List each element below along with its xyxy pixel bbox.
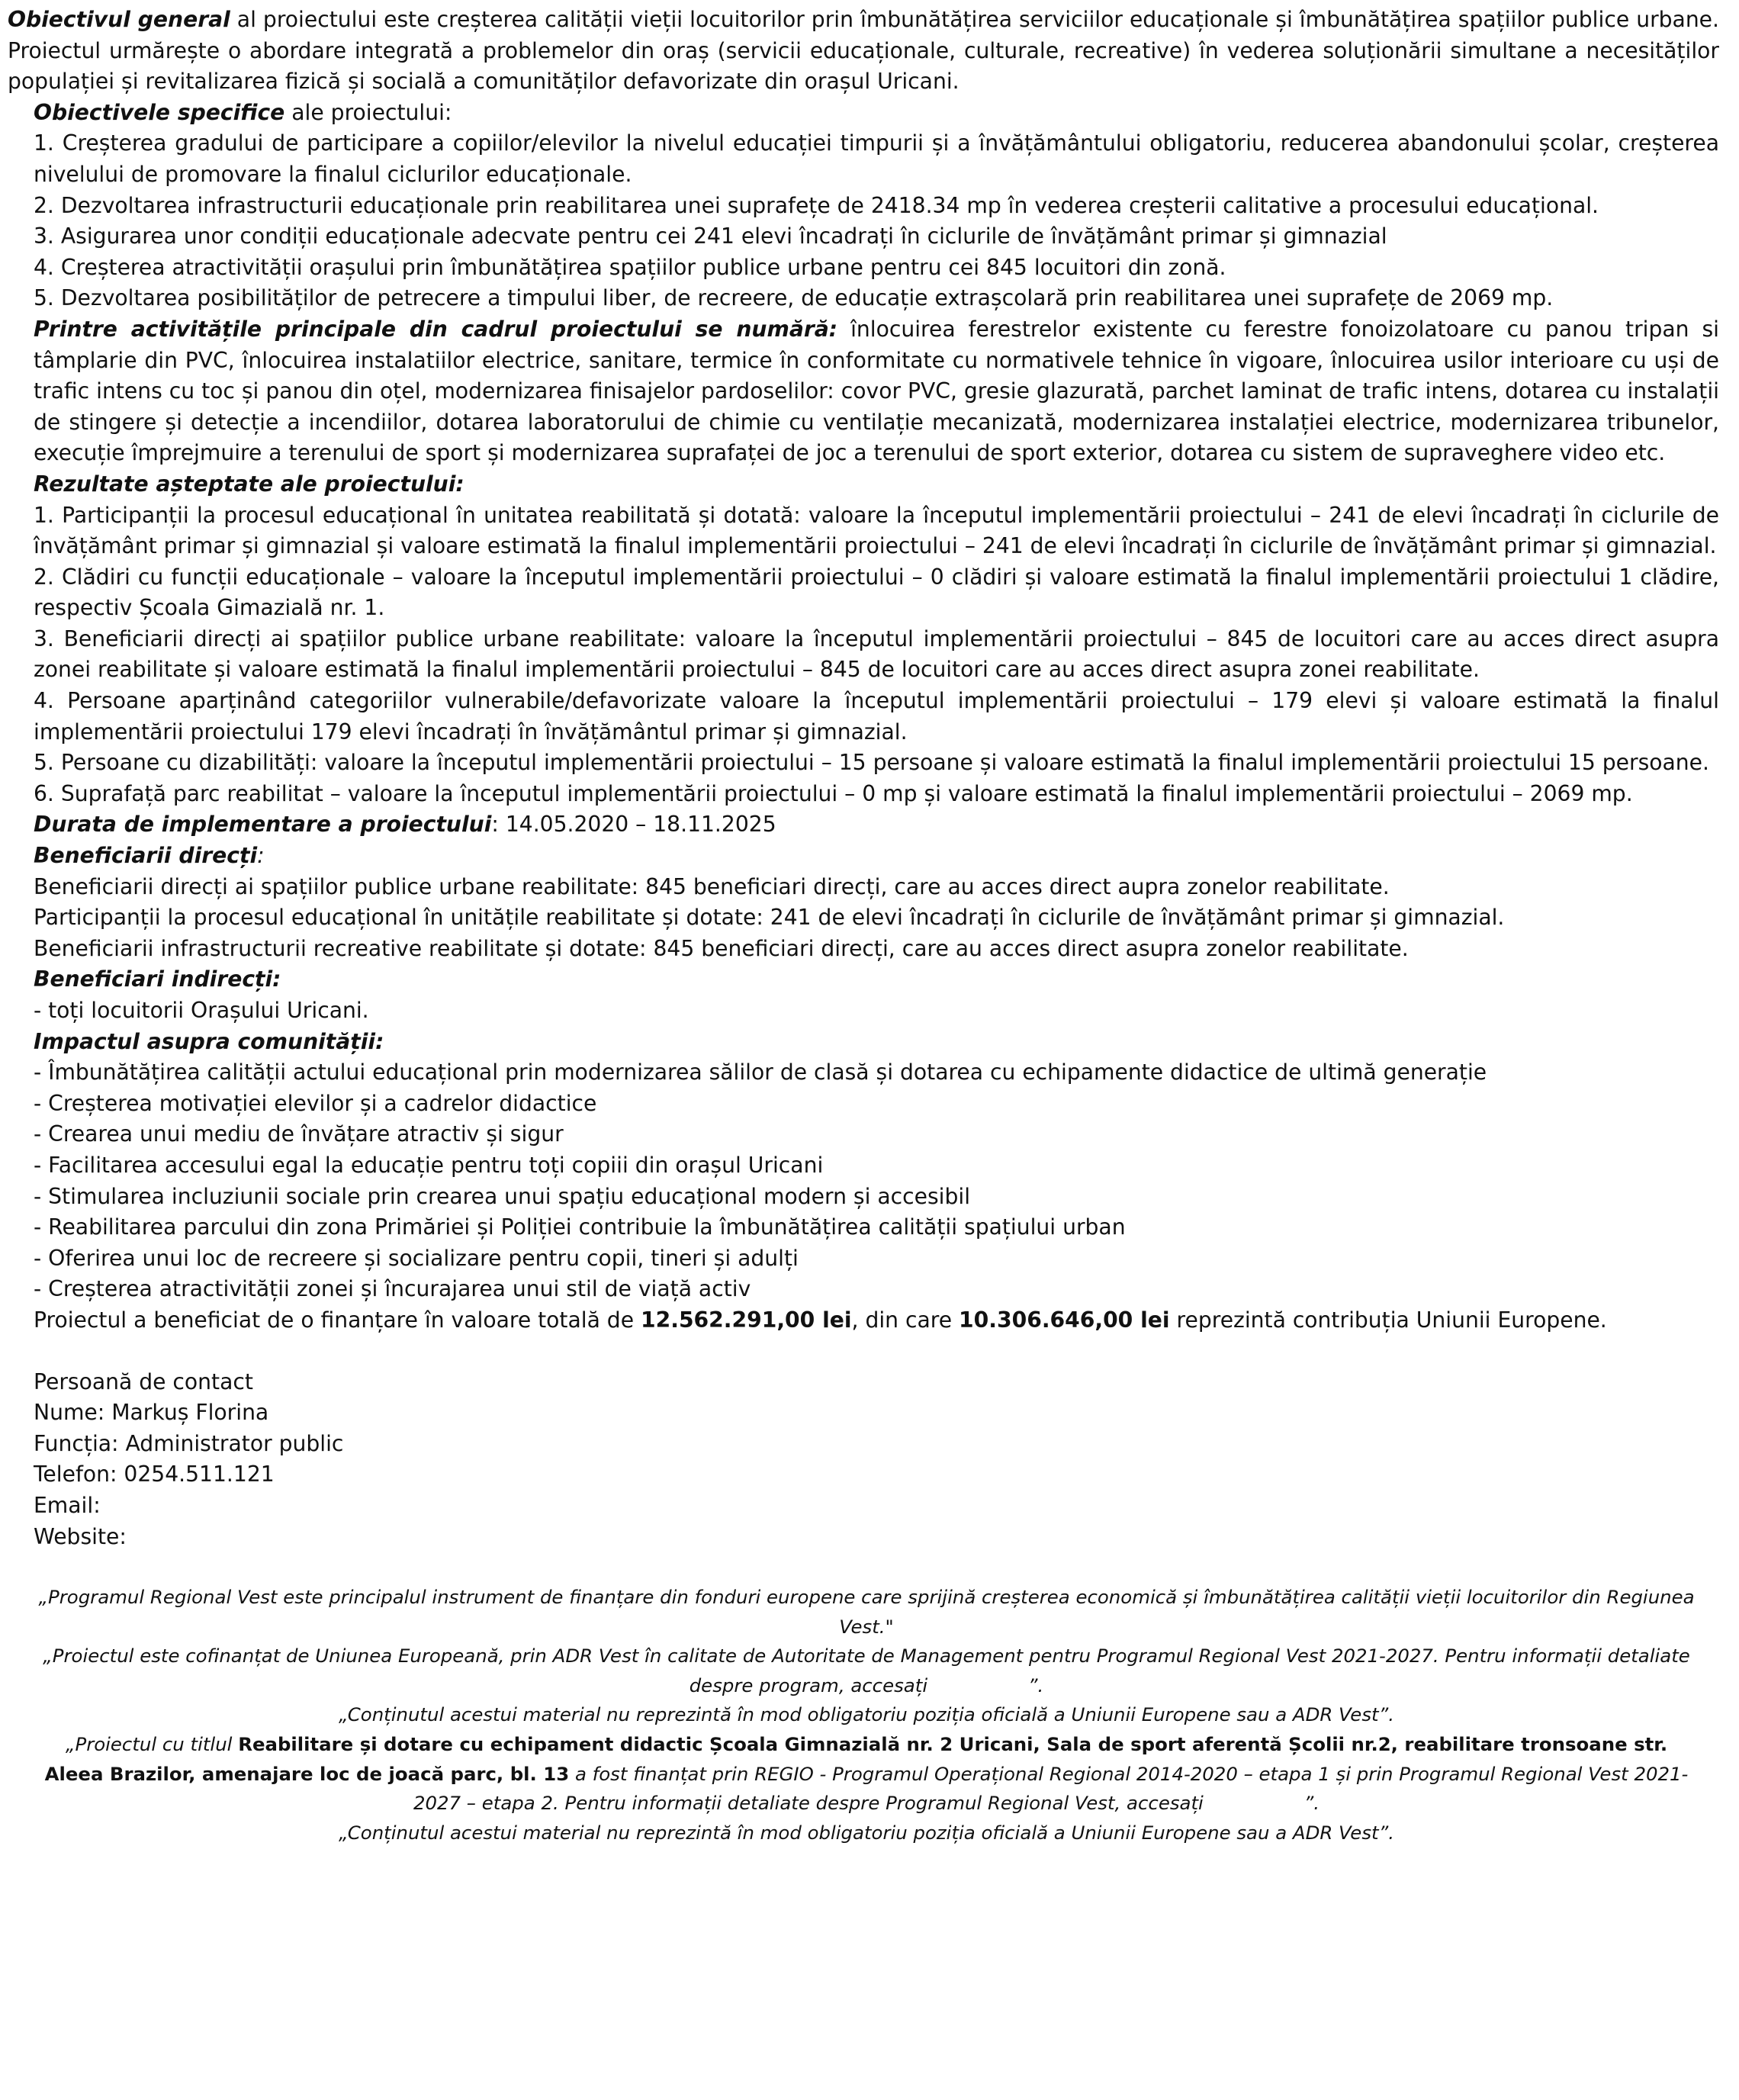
specific-objective-item: 2. Dezvoltarea infrastructurii educaționale prin reabilitarea unei suprafețe de 2418.34 mp în vederea creșterii calitative a procesului educațional. [34, 192, 1599, 218]
footer-disclaimer [8, 1583, 1719, 1848]
funding-paragraph [8, 1305, 1719, 1336]
spacer [8, 1336, 1719, 1367]
direct-beneficiary-item: Participanții la procesul educațional în unitățile reabilitate și dotate: 241 de elevi încadrați în ciclurile de învățământ primar și gimnazial. [34, 905, 1505, 931]
impact-heading: Impactul asupra comunității: [34, 1028, 384, 1054]
direct-beneficiaries-label: Beneficiarii direcți [34, 843, 258, 869]
contact-website: Website: [34, 1523, 127, 1549]
specific-objective-item: 1. Creșterea gradului de participare a copiilor/elevilor la nivelul educației timpurii și a învățământului obligatoriu, reducerea abandonului școlar, creșterea nivelului de promovare la finalul ciclurilor educaționale. [34, 130, 1719, 187]
impact-item: - Reabilitarea parcului din zona Primăriei și Poliției contribuie la îmbunătățirea calității spațiului urban [34, 1214, 1126, 1240]
direct-beneficiary-item: Beneficiarii direcți ai spațiilor publice urbane reabilitate: 845 beneficiari direcți, care au acces direct aupra zonelor reabilitate. [34, 873, 1390, 899]
footer-line: „Programul Regional Vest este principalul instrument de finanțare din fonduri europene care sprijină creșterea economică și îmbunătățirea calității vieții locuitorilor din Regiunea Vest." [38, 1586, 1695, 1638]
specific-objectives-suffix: ale proiectului: [284, 99, 452, 125]
impact-item: - Creșterea atractivității zonei și încurajarea unui stil de viață activ [34, 1276, 751, 1302]
footer-line: „Conținutul acestui material nu reprezintă în mod obligatoriu poziția oficială a Uniunii Europene sau a ADR Vest”. [339, 1703, 1394, 1726]
activities-label: Printre activitățile principale din cadrul proiectului se numără: [34, 316, 838, 342]
direct-beneficiaries-colon: : [257, 843, 265, 869]
general-objective-label: Obiectivul general [8, 7, 230, 32]
impact-item: - Îmbunătățirea calității actului educațional prin modernizarea sălilor de clasă și dotarea cu echipamente didactice de ultimă generație [34, 1060, 1487, 1085]
results-heading: Rezultate așteptate ale proiectului: [34, 471, 464, 497]
funding-prefix: Proiectul a beneficiat de o finanțare în valoare totală de [34, 1307, 641, 1333]
footer-project-suffix: a fost finanțat prin REGIO - Programul Operațional Regional 2014-2020 – etapa 1 și prin Programul Regional Vest 2021-2027 – etapa 2. Pentru informații detaliate despre Programul Regional Vest, accesați ”. [413, 1762, 1689, 1815]
result-item: 5. Persoane cu dizabilități: valoare la începutul implementării proiectului – 15 persoane și valoare estimată la finalul implementării proiectului 15 persoane. [34, 750, 1709, 776]
contact-role: Funcția: Administrator public [34, 1430, 344, 1456]
result-item: 3. Beneficiarii direcți ai spațiilor publice urbane reabilitate: valoare la începutul implementării proiectului – 845 de locuitori care au acces direct asupra zonei reabilitate și valoare estimată la finalul implementării proiectului – 845 de locuitori care au acces direct asupra zonei reabilitate. [34, 625, 1719, 683]
impact-item: - Stimularea incluziunii sociale prin crearea unui spațiu educațional modern și accesibil [34, 1183, 971, 1209]
result-item: 1. Participanții la procesul educațional în unitatea reabilitată și dotată: valoare la începutul implementării proiectului – 241 de elevi încadrați în ciclurile de învățământ primar și gimnazial și valoare estimată la finalul implementării proiectului – 241 de elevi încadrați în ciclurile de învățământ primar și gimnazial. [34, 502, 1719, 559]
impact-item: - Facilitarea accesului egal la educație pentru toți copiii din orașul Uricani [34, 1152, 824, 1178]
contact-block [8, 1367, 1719, 1553]
footer-project-prefix: „Proiectul cu titlul [65, 1733, 239, 1756]
direct-beneficiary-item: Beneficiarii infrastructurii recreative reabilitate și dotate: 845 beneficiari direcți, care au acces direct asupra zonelor reabilitate. [34, 935, 1409, 961]
impact-item: - Oferirea unui loc de recreere și socializare pentru copii, tineri și adulți [34, 1245, 799, 1271]
result-item: 2. Clădiri cu funcții educaționale – valoare la începutul implementării proiectului – 0 clădiri și valoare estimată la finalul implementării proiectului 1 clădire, respectiv Școala Gimazială nr. 1. [34, 564, 1719, 621]
direct-beneficiaries-heading [8, 841, 1719, 872]
funding-suffix: reprezintă contribuția Uniunii Europene. [1169, 1307, 1607, 1333]
funding-mid: , din care [851, 1307, 960, 1333]
specific-objective-item: 3. Asigurarea unor condiții educaționale adecvate pentru cei 241 elevi încadrați în ciclurile de învățământ primar și gimnazial [34, 224, 1387, 249]
result-item: 6. Suprafață parc reabilitat – valoare la începutul implementării proiectului – 0 mp și valoare estimată la finalul implementării proiectului – 2069 mp. [34, 780, 1633, 806]
specific-objectives-label: Obiectivele specifice [34, 99, 285, 125]
footer-line: „Conținutul acestui material nu reprezintă în mod obligatoriu poziția oficială a Uniunii Europene sau a ADR Vest”. [339, 1821, 1394, 1844]
activities-text: înlocuirea ferestrelor existente cu ferestre fonoizolatoare cu panou tripan si tâmplarie din PVC, înlocuirea instalatiilor electrice, sanitare, termice în conformitate cu normativele tehnice în vigoare, înlocuirea usilor interioare cu uși de trafic intens cu toc și panou din oțel, modernizarea finisajelor pardoselilor: covor PVC, gresie glazurată, parchet laminat de trafic intens, dotarea cu instalații de stingere și detecție a incendiilor, dotarea laboratorului de chimie cu ventilație mecanizată, modernizarea instalației electrice, modernizarea tribunelor, execuție împrejmuire a terenului de sport și modernizarea suprafaței de joc a terenului de sport exterior, dotarea cu sistem de supraveghere video etc. [34, 316, 1720, 466]
specific-objectives-heading [8, 98, 1719, 129]
funding-total: 12.562.291,00 lei [641, 1307, 852, 1333]
specific-objective-item: 5. Dezvoltarea posibilităților de petrecere a timpului liber, de recreere, de educație extrașcolară prin reabilitarea unei suprafețe de 2069 mp. [34, 285, 1554, 311]
duration-value: : 14.05.2020 – 18.11.2025 [491, 812, 776, 838]
contact-name: Nume: Markuș Florina [34, 1400, 269, 1426]
contact-email: Email: [34, 1492, 101, 1518]
indirect-beneficiary-item: - toți locuitorii Orașului Uricani. [34, 998, 369, 1023]
impact-item: - Creșterea motivației elevilor și a cadrelor didactice [34, 1090, 597, 1116]
contact-heading: Persoană de contact [34, 1368, 253, 1394]
result-item: 4. Persoane aparținând categoriilor vulnerabile/defavorizate valoare la începutul implementării proiectului – 179 elevi și valoare estimată la finalul implementării proiectului 179 elevi încadrați în învățământul primar și gimnazial. [34, 688, 1719, 744]
footer-project-title: Reabilitare și dotare cu echipament didactic Școala Gimnazială nr. 2 Uricani, Sala de sport aferentă Școlii nr.2, reabilitare tronsoane str. Aleea Brazilor, amenajare loc de joacă parc, bl. 13 [44, 1733, 1674, 1785]
general-objective-text: al proiectului este creșterea calității vieții locuitorilor prin îmbunătățirea serviciilor educaționale și îmbunătățirea spațiilor publice urbane. Proiectul urmărește o abordare integrată a problemelor din oraș (servicii educaționale, culturale, recreative) în vederea soluționării simultane a necesităților populației și revitalizarea fizică și socială a comunităților defavorizate din orașul Uricani. [8, 7, 1719, 95]
general-objective [8, 5, 1719, 98]
specific-objective-item: 4. Creșterea atractivității orașului prin îmbunătățirea spațiilor publice urbane pentru cei 845 locuitori din zonă. [34, 254, 1226, 280]
impact-item: - Crearea unui mediu de învățare atractiv și sigur [34, 1121, 564, 1147]
duration-label: Durata de implementare a proiectului [34, 812, 492, 838]
funding-eu: 10.306.646,00 lei [959, 1307, 1170, 1333]
activities-paragraph [8, 314, 1719, 469]
indirect-beneficiaries-heading: Beneficiari indirecți: [34, 966, 281, 992]
footer-project-line [38, 1730, 1695, 1819]
duration-line [8, 809, 1719, 841]
contact-phone: Telefon: 0254.511.121 [34, 1462, 275, 1487]
footer-line: „Proiectul este cofinanțat de Uniunea Europeană, prin ADR Vest în calitate de Autoritate de Management pentru Programul Regional Vest 2021-2027. Pentru informații detaliate despre program, accesați ”. [43, 1645, 1696, 1696]
